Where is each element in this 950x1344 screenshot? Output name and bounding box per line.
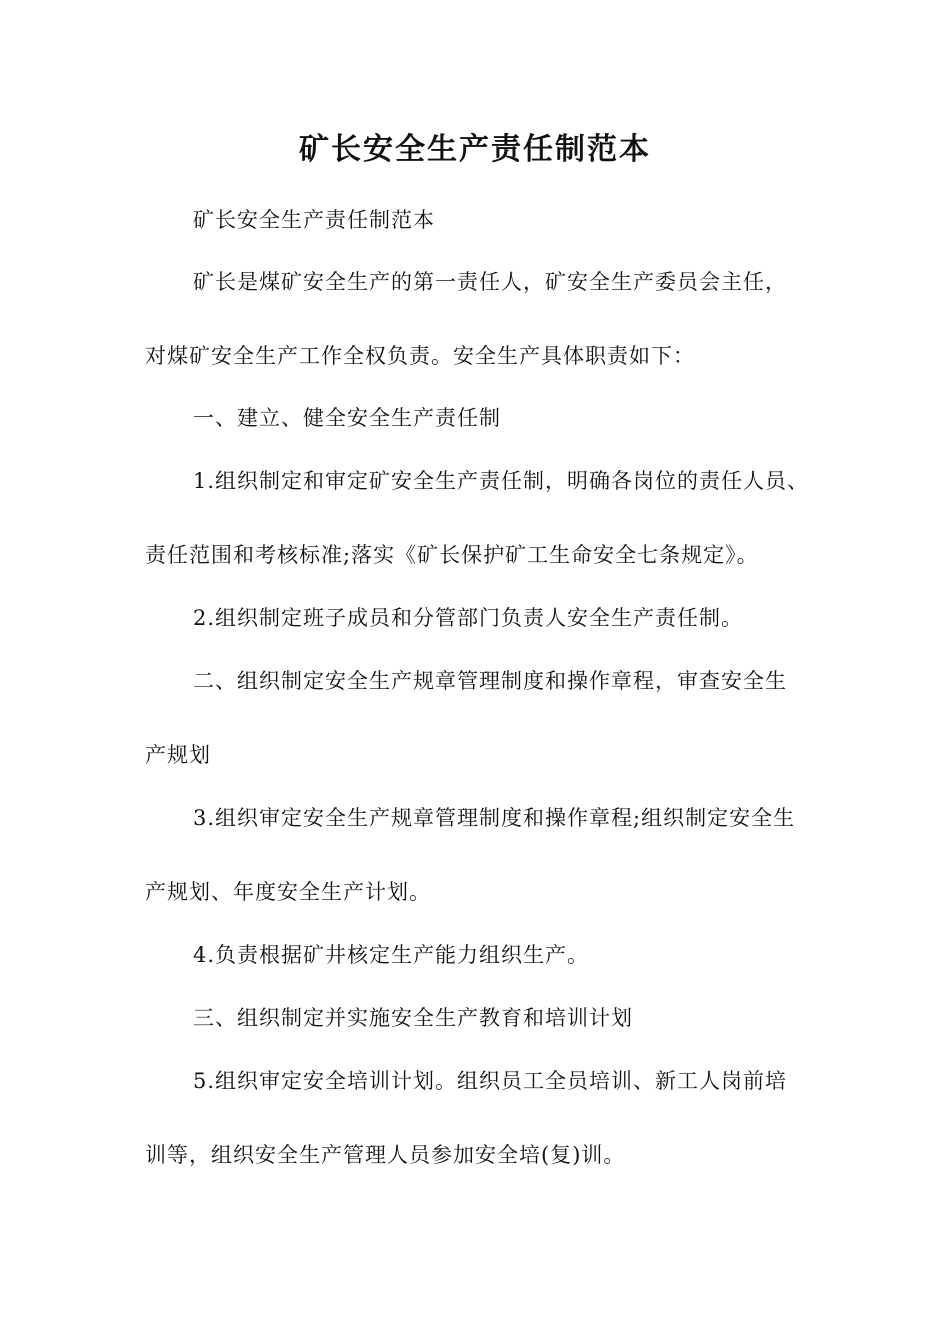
- section-heading: 三、组织制定并实施安全生产教育和培训计划: [193, 1006, 633, 1030]
- paragraph-line: 3.组织审定安全生产规章管理制度和操作章程;组织制定安全生: [193, 806, 796, 830]
- paragraph-line: 2.组织制定班子成员和分管部门负责人安全生产责任制。: [193, 606, 744, 630]
- section-heading-continued: 产规划: [145, 743, 211, 767]
- paragraph-line: 矿长安全生产责任制范本: [193, 208, 435, 232]
- document-title: 矿长安全生产责任制范本: [299, 132, 651, 167]
- paragraph-line: 1.组织制定和审定矿安全生产责任制，明确各岗位的责任人员、: [193, 469, 810, 493]
- paragraph-line: 4.负责根据矿井核定生产能力组织生产。: [193, 943, 590, 967]
- paragraph-line: 矿长是煤矿安全生产的第一责任人，矿安全生产委员会主任，: [193, 270, 787, 294]
- paragraph-line: 责任范围和考核标准;落实《矿长保护矿工生命安全七条规定》。: [145, 543, 759, 567]
- section-heading: 二、组织制定安全生产规章管理制度和操作章程，审查安全生: [193, 669, 787, 693]
- paragraph-line: 5.组织审定安全培训计划。组织员工全员培训、新工人岗前培: [193, 1069, 788, 1093]
- paragraph-line: 训等，组织安全生产管理人员参加安全培(复)训。: [145, 1143, 626, 1167]
- paragraph-line: 产规划、年度安全生产计划。: [145, 880, 431, 904]
- section-heading: 一、建立、健全安全生产责任制: [193, 406, 501, 430]
- paragraph-line: 对煤矿安全生产工作全权负责。安全生产具体职责如下：: [145, 344, 695, 368]
